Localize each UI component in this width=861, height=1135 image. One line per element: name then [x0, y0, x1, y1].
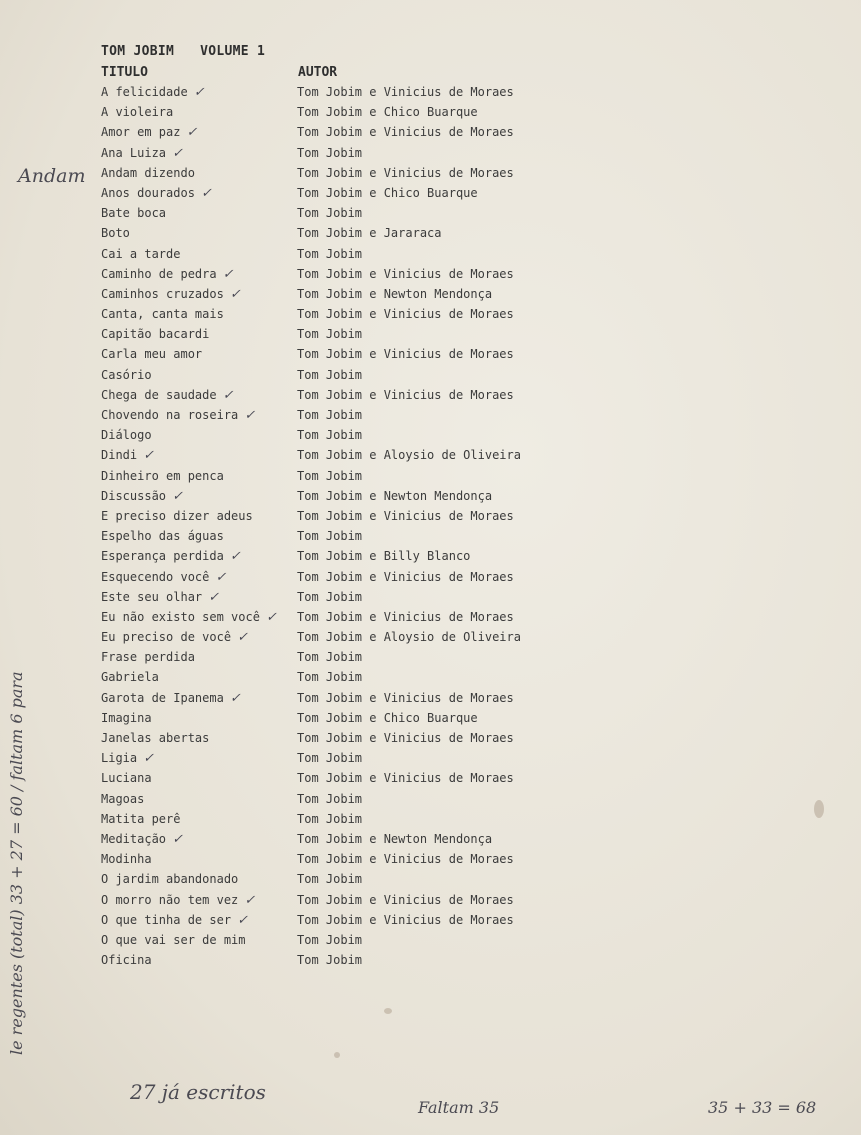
- song-author: Tom Jobim e Vinicius de Moraes: [297, 771, 514, 786]
- song-author: Tom Jobim: [297, 670, 363, 685]
- song-row: [0, 751, 861, 771]
- song-row: [0, 630, 861, 650]
- song-author: Tom Jobim e Billy Blanco: [297, 549, 471, 564]
- song-row: [0, 267, 861, 287]
- song-author: Tom Jobim e Vinicius de Moraes: [297, 387, 514, 402]
- song-author: Tom Jobim: [297, 751, 363, 766]
- checkmark-icon: ✓: [222, 266, 234, 282]
- column-header-title: TITULO: [101, 65, 148, 80]
- song-title: Chovendo na roseira: [101, 408, 239, 422]
- handwritten-side-note: le regentes (total) 33 + 27 = 60 / faltam 6 para: [7, 671, 26, 1055]
- paper-stain: [814, 800, 824, 818]
- song-title: Luciana: [101, 771, 152, 786]
- checkmark-icon: ✓: [266, 609, 277, 625]
- song-author: Tom Jobim e Vinicius de Moraes: [297, 690, 514, 705]
- handwritten-written-count: 27 já escritos: [130, 1080, 266, 1104]
- song-title: O jardim abandonado: [101, 872, 239, 887]
- song-title: Andam dizendo: [101, 165, 195, 180]
- song-author: Tom Jobim: [297, 428, 363, 443]
- song-row: [0, 469, 861, 489]
- song-row: [0, 852, 861, 872]
- song-author: Tom Jobim: [297, 529, 363, 544]
- song-author: Tom Jobim e Newton Mendonça: [297, 831, 493, 846]
- song-author: Tom Jobim: [297, 145, 363, 160]
- song-row: [0, 590, 861, 610]
- song-row: [0, 570, 861, 590]
- song-title: Modinha: [101, 852, 152, 867]
- song-title: Garota de Ipanema: [101, 690, 224, 705]
- song-title: Meditação: [101, 831, 167, 846]
- song-title: Magoas: [101, 791, 145, 806]
- song-row: [0, 812, 861, 832]
- paper-stain: [334, 1052, 340, 1058]
- song-row: [0, 146, 861, 166]
- song-title: Este seu olhar: [101, 589, 203, 604]
- song-title: O morro não tem vez: [101, 892, 239, 907]
- checkmark-icon: ✓: [229, 690, 241, 706]
- song-title: Bate boca: [101, 206, 167, 221]
- song-author: Tom Jobim e Vinicius de Moraes: [297, 852, 514, 867]
- song-row: [0, 186, 861, 206]
- song-author: Tom Jobim: [297, 468, 363, 483]
- song-title: Eu preciso de você: [101, 630, 232, 645]
- song-row: [0, 792, 861, 812]
- song-title: Discussão: [101, 488, 167, 503]
- checkmark-icon: ✓: [208, 589, 220, 605]
- checkmark-icon: ✓: [186, 125, 198, 141]
- song-title: Chega de saudade: [101, 387, 217, 402]
- song-author: Tom Jobim: [297, 811, 363, 826]
- checkmark-icon: ✓: [222, 387, 234, 403]
- song-row: [0, 388, 861, 408]
- song-title: Anos dourados: [101, 185, 195, 200]
- song-author: Tom Jobim e Vinicius de Moraes: [297, 912, 514, 927]
- song-row: [0, 913, 861, 933]
- song-author: Tom Jobim e Aloysio de Oliveira: [297, 630, 521, 645]
- checkmark-icon: ✓: [143, 751, 155, 767]
- checkmark-icon: ✓: [244, 892, 256, 908]
- document-header: [101, 44, 265, 59]
- checkmark-icon: ✓: [143, 448, 155, 464]
- song-row: [0, 549, 861, 569]
- handwritten-sum: 35 + 33 = 68: [708, 1098, 817, 1117]
- checkmark-icon: ✓: [237, 630, 249, 646]
- song-author: Tom Jobim e Newton Mendonça: [297, 488, 493, 503]
- song-title: Caminho de pedra: [101, 266, 217, 281]
- song-title: Dindi: [101, 448, 138, 463]
- song-title: O que tinha de ser: [101, 912, 232, 927]
- song-row: [0, 933, 861, 953]
- song-title: A felicidade: [101, 85, 188, 99]
- song-title: Frase perdida: [101, 650, 195, 665]
- song-author: Tom Jobim e Vinicius de Moraes: [297, 266, 514, 281]
- song-title: Espelho das águas: [101, 529, 224, 544]
- column-header-author: AUTOR: [298, 65, 338, 80]
- song-author: Tom Jobim: [297, 327, 363, 342]
- song-title: Gabriela: [101, 670, 159, 685]
- header-title: TOM JOBIM: [101, 44, 175, 59]
- song-row: [0, 832, 861, 852]
- song-title: Oficina: [101, 953, 152, 968]
- song-author: Tom Jobim: [297, 953, 363, 968]
- song-list: [0, 85, 861, 973]
- song-author: Tom Jobim: [297, 367, 363, 382]
- song-row: [0, 166, 861, 186]
- song-row: [0, 670, 861, 690]
- song-row: [0, 247, 861, 267]
- song-row: [0, 307, 861, 327]
- checkmark-icon: ✓: [193, 85, 205, 100]
- song-row: [0, 226, 861, 246]
- checkmark-icon: ✓: [229, 549, 241, 565]
- song-row: [0, 529, 861, 549]
- song-author: Tom Jobim: [297, 206, 363, 221]
- handwritten-margin-note: Andam: [18, 165, 86, 187]
- song-author: Tom Jobim: [297, 246, 363, 261]
- song-title: Janelas abertas: [101, 731, 210, 745]
- song-row: [0, 771, 861, 791]
- song-author: Tom Jobim e Vinicius de Moraes: [297, 347, 514, 362]
- song-row: [0, 327, 861, 347]
- song-author: Tom Jobim e Vinicius de Moraes: [297, 731, 514, 745]
- handwritten-faltam: Faltam 35: [418, 1098, 500, 1117]
- song-row: [0, 872, 861, 892]
- song-title: Imagina: [101, 710, 152, 725]
- song-row: [0, 509, 861, 529]
- song-author: Tom Jobim e Vinicius de Moraes: [297, 165, 514, 180]
- song-row: [0, 711, 861, 731]
- checkmark-icon: ✓: [215, 569, 227, 585]
- song-title: Diálogo: [101, 428, 152, 443]
- song-row: [0, 368, 861, 388]
- checkmark-icon: ✓: [172, 831, 183, 847]
- song-row: [0, 85, 861, 105]
- song-title: Capitão bacardi: [101, 327, 210, 342]
- checkmark-icon: ✓: [200, 185, 212, 201]
- song-row: [0, 428, 861, 448]
- song-title: Casório: [101, 367, 152, 382]
- song-author: Tom Jobim e Vinicius de Moraes: [297, 85, 514, 99]
- song-title: Canta, canta mais: [101, 307, 224, 322]
- song-author: Tom Jobim e Chico Buarque: [297, 185, 478, 200]
- song-author: Tom Jobim e Vinicius de Moraes: [297, 569, 514, 584]
- song-row: [0, 953, 861, 973]
- song-title: Matita perê: [101, 811, 181, 826]
- paper-stain: [384, 1008, 392, 1014]
- song-title: O que vai ser de mim: [101, 932, 246, 947]
- song-row: [0, 650, 861, 670]
- song-author: Tom Jobim: [297, 650, 363, 665]
- checkmark-icon: ✓: [172, 145, 183, 161]
- song-author: Tom Jobim e Vinicius de Moraes: [297, 609, 514, 624]
- song-row: [0, 448, 861, 468]
- song-title: A violeira: [101, 105, 174, 120]
- checkmark-icon: ✓: [244, 408, 256, 423]
- checkmark-icon: ✓: [172, 488, 183, 504]
- song-title: Esperança perdida: [101, 549, 224, 564]
- song-row: [0, 893, 861, 913]
- song-author: Tom Jobim e Jararaca: [297, 226, 442, 241]
- song-title: Ligia: [101, 751, 138, 766]
- song-title: E preciso dizer adeus: [101, 508, 253, 523]
- song-row: [0, 691, 861, 711]
- song-title: Eu não existo sem você: [101, 609, 260, 624]
- song-author: Tom Jobim e Chico Buarque: [297, 710, 478, 725]
- song-author: Tom Jobim e Chico Buarque: [297, 105, 478, 120]
- song-title: Amor em paz: [101, 125, 181, 140]
- song-author: Tom Jobim: [297, 589, 363, 604]
- song-row: [0, 287, 861, 307]
- song-title: Caminhos cruzados: [101, 286, 224, 301]
- song-title: Cai a tarde: [101, 246, 181, 261]
- song-row: [0, 731, 861, 751]
- song-row: [0, 125, 861, 145]
- header-volume: VOLUME 1: [200, 44, 266, 59]
- song-row: [0, 408, 861, 428]
- song-author: Tom Jobim e Vinicius de Moraes: [297, 508, 514, 523]
- song-author: Tom Jobim: [297, 408, 363, 422]
- song-author: Tom Jobim e Vinicius de Moraes: [297, 307, 514, 322]
- song-author: Tom Jobim e Vinicius de Moraes: [297, 892, 514, 907]
- song-author: Tom Jobim e Newton Mendonça: [297, 286, 493, 301]
- song-title: Dinheiro em penca: [101, 468, 224, 483]
- song-title: Carla meu amor: [101, 347, 203, 362]
- song-row: [0, 105, 861, 125]
- song-row: [0, 206, 861, 226]
- song-row: [0, 347, 861, 367]
- song-title: Esquecendo você: [101, 569, 210, 584]
- checkmark-icon: ✓: [237, 912, 249, 928]
- song-title: Ana Luiza: [101, 145, 167, 160]
- song-author: Tom Jobim: [297, 932, 363, 947]
- song-author: Tom Jobim e Vinicius de Moraes: [297, 125, 514, 140]
- song-row: [0, 489, 861, 509]
- checkmark-icon: ✓: [229, 286, 241, 302]
- song-author: Tom Jobim e Aloysio de Oliveira: [297, 448, 521, 463]
- song-title: Boto: [101, 226, 130, 241]
- song-author: Tom Jobim: [297, 791, 363, 806]
- song-row: [0, 610, 861, 630]
- song-author: Tom Jobim: [297, 872, 363, 887]
